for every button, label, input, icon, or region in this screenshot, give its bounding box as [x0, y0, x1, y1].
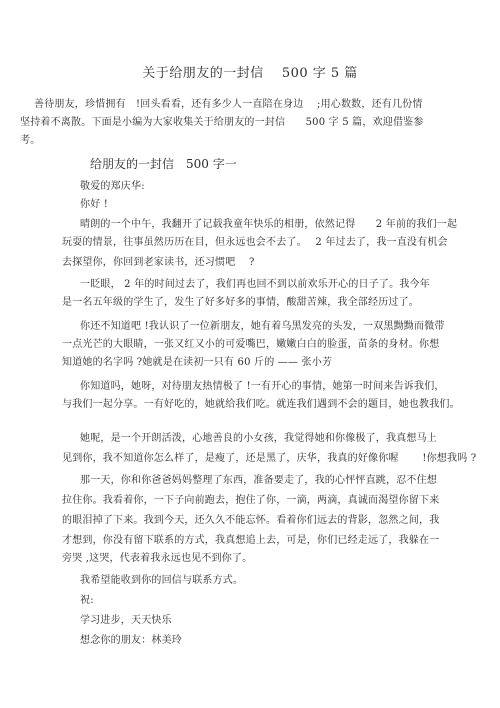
- paragraph-line: 她呢，是一个开朗活泼，心地善良的小女孩，我觉得她和你像极了，我真想马上: [80, 433, 437, 444]
- paragraph-line: 拉住你。我看着你，一下子向前跑去，抱住了你，一滴，两滴，真诚而渴望你留下来: [62, 495, 440, 506]
- intro-line: 善待朋友，珍惜拥有 !回头看看，还有多少人一直陪在身边 ;用心数数，还有几份情: [34, 99, 423, 110]
- intro-line: 考。: [20, 135, 41, 146]
- signature: 想念你的朋友：林美玲: [80, 635, 182, 646]
- paragraph-line: 你还不知道吧 !我认识了一位新朋友，她有着乌黑发亮的头发，一双黑黝黝而微带: [80, 321, 445, 332]
- paragraph-line: 晴朗的一个中午，我翻开了记载我童年快乐的相册，依然记得 2 年前的我们一起: [80, 219, 458, 230]
- paragraph-line: 的眼泪掉了下来。我到今天，还久久不能忘怀。看着你们远去的背影，忽然之间，我: [62, 515, 440, 526]
- paragraph-line: 才想到，你没有留下联系的方式，我真想追上去，可是，你们已经走远了，我躲在一: [62, 535, 440, 546]
- paragraph-line: 知道她的名字吗 ?她就是在读初一只有 60 斤的 —— 张小芳: [62, 357, 333, 368]
- hello-line: 你好 !: [80, 199, 108, 210]
- intro-line: 坚持着不离散。下面是小编为大家收集关于给朋友的一封信 500 字 5 篇，欢迎借鉴参: [20, 117, 424, 128]
- greeting: 敬爱的郑庆华:: [80, 181, 145, 192]
- wish-line: 学习进步，天天快乐: [80, 615, 172, 626]
- paragraph-line: 一眨眼， 2 年的时间过去了，我们再也回不到以前欢乐开心的日子了。我今年: [80, 279, 430, 290]
- paragraph-line: 玩耍的情景，往事虽然历历在目，但永远也会不去了。 2 年过去了，我一直没有机会: [62, 237, 448, 248]
- paragraph-line: 一点光芒的大眼睛，一张又红又小的可爱嘴巴，嫩嫩白白的脸蛋，苗条的身材。你想: [62, 339, 440, 350]
- paragraph-line: 旁哭 ,这哭，代表着我永远也见不到你了。: [62, 553, 253, 564]
- paragraph-line: 去探望你，你回到老家读书，还习惯吧 ?: [62, 257, 255, 268]
- paragraph-line: 你知道吗，她呀，对待朋友热情极了 !一有开心的事情，她第一时间来告诉我们，: [80, 381, 445, 392]
- paragraph-line: 我希望能收到你的回信与联系方式。: [80, 575, 244, 586]
- paragraph-line: 那一天，你和你爸爸妈妈整理了东西，准备要走了，我的心怦怦直跳，忍不住想: [80, 475, 437, 486]
- closing-line: 祝:: [80, 595, 94, 606]
- paragraph-line: 与我们一起分享。一有好吃的，她就给我们吃。就连我们遇到不会的题目，她也教我们。: [62, 399, 460, 410]
- document-title: 关于给朋友的一封信 500 字 5 篇: [142, 66, 358, 81]
- letter-title: 给朋友的一封信 500 字一: [90, 157, 237, 171]
- paragraph-line: 是一名五年级的学生了，发生了好多好多的事情，酸甜苦辣，我全部经历过了。: [62, 297, 419, 308]
- paragraph-line: 见到你，我不知道你怎么样了，是瘦了，还是黑了，庆华，我真的好像你喔 !你想我吗 ?: [62, 453, 477, 464]
